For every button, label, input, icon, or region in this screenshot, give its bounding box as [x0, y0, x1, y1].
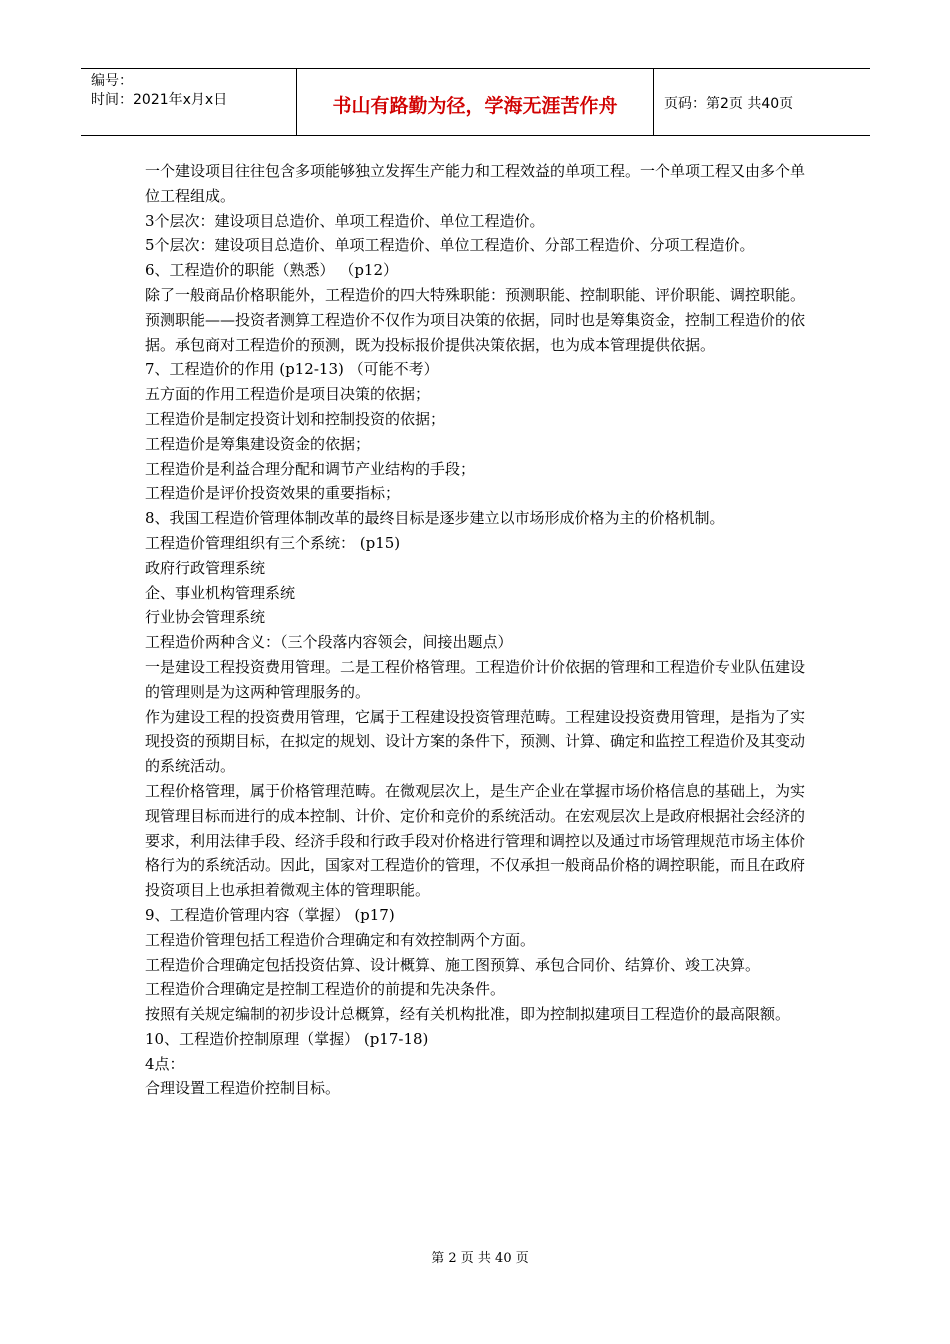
page-footer: 第 2 页 共 40 页: [431, 1251, 529, 1266]
document-time-label: 时间：2021年x月x日: [91, 92, 228, 108]
paragraph: 工程造价管理组织有三个系统： (p15): [145, 533, 401, 552]
section-heading: 7、工程造价的作用 (p12-13) （可能不考）: [145, 360, 439, 379]
paragraph: 五方面的作用工程造价是项目决策的依据；: [145, 385, 431, 404]
paragraph: 按照有关规定编制的初步设计总概算，经有关机构批准，即为控制拟建项目工程造价的最高限额。: [145, 1005, 791, 1024]
paragraph: 一是建设工程投资费用管理。二是工程价格管理。工程造价计价依据的管理和工程造价专业队伍建设的管理则是为这两种管理服务的。: [145, 657, 806, 701]
paragraph: 预测职能——投资者测算工程造价不仅作为项目决策的依据，同时也是筹集资金，控制工程造价的依据。承包商对工程造价的预测，既为投标报价提供决策依据，也为成本管理提供依据。: [145, 310, 806, 354]
paragraph: 政府行政管理系统: [145, 558, 266, 577]
document-number-label: 编号：: [91, 73, 133, 89]
paragraph: 行业协会管理系统: [145, 608, 266, 627]
section-heading: 8、我国工程造价管理体制改革的最终目标是逐步建立以市场形成价格为主的价格机制。: [145, 509, 725, 528]
section-heading: 9、工程造价管理内容（掌握） (p17): [145, 905, 395, 924]
paragraph: 工程造价是利益合理分配和调节产业结构的手段；: [145, 459, 476, 478]
paragraph: 3个层次：建设项目总造价、单项工程造价、单位工程造价。: [145, 211, 545, 230]
paragraph: 工程造价是评价投资效果的重要指标；: [145, 484, 401, 503]
paragraph: 5个层次：建设项目总造价、单项工程造价、单位工程造价、分部工程造价、分项工程造价。: [145, 236, 755, 255]
paragraph: 合理设置工程造价控制目标。: [145, 1079, 341, 1098]
paragraph: 作为建设工程的投资费用管理，它属于工程建设投资管理范畴。工程建设投资费用管理，是指为了实现投资的预期目标，在拟定的规划、设计方案的条件下，预测、计算、确定和监控工程造价及其变动的系统活动。: [145, 707, 806, 776]
document-body: [145, 159, 810, 1101]
header-meta: [81, 69, 297, 135]
header-motto: 书山有路勤为径，学海无涯苦作舟: [297, 69, 654, 135]
section-heading: 6、工程造价的职能（熟悉） （p12）: [145, 261, 399, 280]
section-heading: 10、工程造价控制原理（掌握） (p17-18): [145, 1029, 429, 1048]
paragraph: 工程造价管理包括工程造价合理确定和有效控制两个方面。: [145, 930, 536, 949]
header-page-info: 页码：第2页 共40页: [664, 96, 794, 112]
page-header: [81, 68, 870, 136]
paragraph: 工程造价合理确定是控制工程造价的前提和先决条件。: [145, 980, 506, 999]
paragraph: 工程造价是筹集建设资金的依据；: [145, 434, 371, 453]
paragraph: 工程造价合理确定包括投资估算、设计概算、施工图预算、承包合同价、结算价、竣工决算。: [145, 955, 761, 974]
paragraph: 一个建设项目往往包含多项能够独立发挥生产能力和工程效益的单项工程。一个单项工程又由多个单位工程组成。: [145, 162, 806, 205]
paragraph: 企、事业机构管理系统: [145, 583, 296, 602]
paragraph: 工程价格管理，属于价格管理范畴。在微观层次上，是生产企业在掌握市场价格信息的基础上，为实现管理目标而进行的成本控制、计价、定价和竞价的系统活动。在宏观层次上是政府根据社会经济的要求，利用法律手段、经济手段和行政手段对价格进行管理和调控以及通过市场管理规范市场主体价格行为的系统活动。因此，国家对工程造价的管理，不仅承担一般商品价格的调控职能，而且在政府投资项目上也承担着微观主体的管理职能。: [145, 781, 806, 900]
paragraph: 除了一般商品价格职能外，工程造价的四大特殊职能：预测职能、控制职能、评价职能、调控职能。: [145, 285, 806, 304]
paragraph: 工程造价是制定投资计划和控制投资的依据；: [145, 409, 446, 428]
paragraph: 工程造价两种含义：（三个段落内容领会，间接出题点）: [145, 633, 513, 652]
paragraph: 4点：: [145, 1054, 185, 1073]
